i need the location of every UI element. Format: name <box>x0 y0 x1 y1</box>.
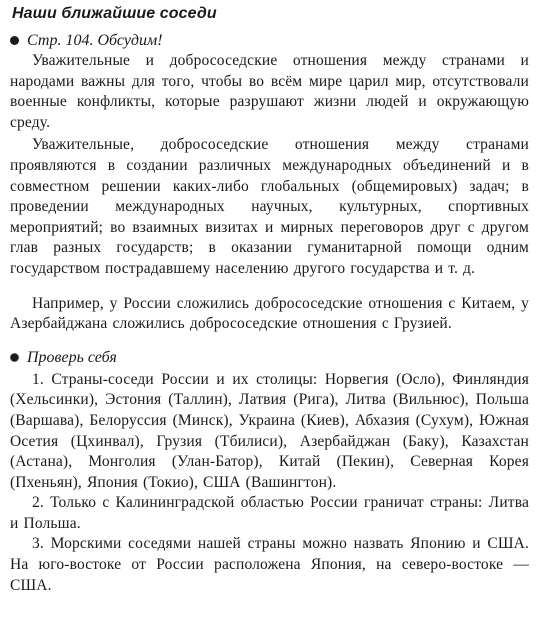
section-heading-discuss-text: Стр. 104. Обсудим! <box>27 32 163 49</box>
paragraph-3: Например, у России сложились добрососедские отношения с Китаем, у Азербайджана сложились добрососедские отношения с Грузией. <box>10 294 529 333</box>
section-heading-discuss <box>10 30 529 51</box>
answer-item-3: 3. Морскими соседями нашей страны можно назвать Японию и США. На юго-востоке от России расположена Япония, на северо-востоке — США. <box>10 535 529 594</box>
bullet-icon <box>10 353 19 362</box>
answer-item-1: 1. Страны-соседи России и их столицы: Норвегия (Осло), Финляндия (Хельсинки), Эстония (Таллин), Латвия (Рига), Литва (Вильнюс), Польша (Варшава), Белоруссия (Минск), Украина (Киев), Абхазия (Сухум), Южная Осетия (Цхинвал), Грузия (Тбилиси), Азербайджан (Баку), Казахстан (Астана), Монголия (Улан-Батор), Китай (Пекин), Северная Корея (Пхеньян), Япония (Токио), США (Вашингтон). <box>10 370 529 491</box>
paragraph-1: Уважительные и добрососедские отношения между странами и народами важны для того, чтобы во всём мире царил мир, отсутствовали военные конфликты, которые разрушают жизни людей и окружающую среду. <box>10 52 529 131</box>
answer-item-2: 2. Только с Калининградской областью России граничат страны: Литва и Польша. <box>10 494 529 532</box>
section-heading-check-text: Проверь себя <box>27 348 117 366</box>
section-heading-check <box>10 347 529 368</box>
bullet-icon <box>10 36 19 45</box>
page-title: Наши ближайшие соседи <box>12 5 217 22</box>
paragraph-2: Уважительные, добрососедские отношения между странами проявляются в создании различных международных объединений и в совместном решении каких-либо глобальных (общемировых) задач; в проведении международных научных, культурных, спортивных мероприятий; во взаимных визитах и мирных переговоров друг с другом глав разных государств; в оказании гуманитарной помощи одним государством пострадавшему населению другого государства и т. д. <box>10 136 529 277</box>
